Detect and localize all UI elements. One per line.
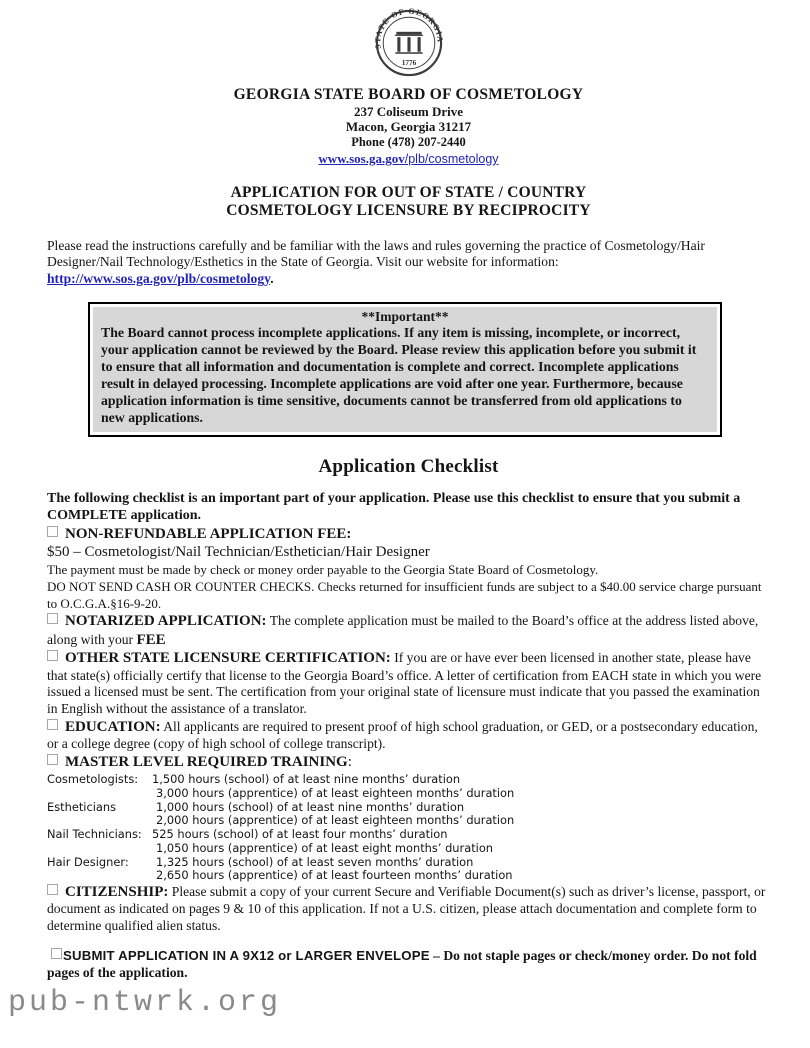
website-link-sans-part: /plb/cosmetology [404, 152, 499, 166]
training-row-nail-technicians [47, 828, 770, 855]
georgia-state-seal-icon [367, 8, 451, 78]
header-seal-container [47, 8, 770, 83]
training-row-label: Nail Technicians: [47, 827, 142, 842]
training-label: MASTER LEVEL REQUIRED TRAINING [65, 753, 348, 770]
training-apprentice-hours: 2,650 hours (apprentice) of at least fourteen months’ duration [156, 868, 513, 883]
education-text: All applicants are required to present proof of high school graduation, or GED, or a postsecondary education, or a college degree (copy of high school of college transcript). [47, 718, 758, 752]
checklist-item-training [47, 753, 770, 771]
training-table [47, 773, 770, 883]
citizenship-label: CITIZENSHIP: [65, 883, 169, 900]
training-row-hair-designer [47, 856, 770, 883]
notarized-fee-emphasis: FEE [136, 631, 166, 648]
svg-text:STATE OF GEORGIA: STATE OF GEORGIA [372, 8, 445, 50]
training-label-colon: : [347, 753, 352, 770]
intro-text: Please read the instructions carefully and be familiar with the laws and rules governing the practice of Cosmetology/Hair Designer/Nail Technology/Esthetics in the State of Georgia. Visit our website for information: [47, 237, 705, 270]
notarized-text: The complete application must be mailed to the Board’s office at the address listed above, along with your [47, 613, 759, 647]
training-row-estheticians [47, 801, 770, 828]
other-state-text: If you are or have ever been licensed in another state, please have that state(s) officially certify that license to the Georgia Board’s office. A letter of certification from EACH state in which you were issued a licensed must be sent. The certification from your original state of licensure must indicate that you passed the examination in English without the assistance of a translator. [47, 650, 762, 717]
fee-amount: $50 – Cosmetologist/Nail Technician/Esthetician/Hair Designer [47, 544, 430, 561]
training-apprentice-hours: 1,050 hours (apprentice) of at least eight months’ duration [156, 840, 494, 855]
checkbox-icon [47, 650, 58, 661]
intro-link[interactable]: http://www.sos.ga.gov/plb/cosmetology [47, 270, 271, 286]
training-apprentice-hours: 3,000 hours (apprentice) of at least eighteen months’ duration [156, 786, 515, 801]
training-apprentice-hours: 2,000 hours (apprentice) of at least eighteen months’ duration [156, 813, 515, 828]
document-title [47, 184, 770, 221]
checklist-item-submit [47, 948, 770, 982]
important-notice-box [88, 302, 722, 438]
phone-number: Phone (478) 207-2440 [351, 135, 466, 149]
website-link-serif-part: www.sos.ga.gov [318, 151, 405, 166]
checkbox-icon [47, 884, 58, 895]
checklist-item-citizenship [47, 883, 770, 935]
checkbox-icon [47, 754, 58, 765]
checklist-item-fee [47, 525, 770, 612]
fee-label: NON-REFUNDABLE APPLICATION FEE: [65, 525, 352, 542]
fee-payment-note: The payment must be made by check or money order payable to the Georgia State Board of Cosmetology. [47, 562, 599, 578]
training-school-hours: 1,000 hours (school) of at least nine months’ duration [156, 799, 465, 814]
important-notice-title: **Important** [361, 308, 449, 324]
notarized-label: NOTARIZED APPLICATION: [65, 613, 267, 630]
intro-link-period: . [270, 270, 274, 286]
education-label: EDUCATION: [65, 718, 161, 735]
training-row-label: Cosmetologists: [47, 772, 139, 787]
intro-paragraph [47, 238, 770, 288]
fee-warning-note: DO NOT SEND CASH OR COUNTER CHECKS. Checks returned for insufficient funds are subject to a $40.00 service charge pursuant to O.C.G.A.§16-9-20. [47, 578, 762, 611]
training-school-hours: 525 hours (school) of at least four months’ duration [152, 827, 448, 842]
important-notice-body: The Board cannot process incomplete applications. If any item is missing, incomplete, or incorrect, your application cannot be reviewed by the Board. Please review this application before you submit it to ensure that all information and documentation is complete and correct. Incomplete applications result in delayed processing. Incomplete applications are void after one year. Furthermore, because application information is time sensitive, documents cannot be transferred from old applications to new applications. [101, 325, 697, 425]
checklist-intro: The following checklist is an important part of your application. Please use this checklist to ensure that you submit a COMPLETE application. [47, 491, 741, 524]
address-line1: 237 Coliseum Drive [353, 103, 464, 119]
checklist-heading: Application Checklist [318, 456, 499, 478]
checklist-item-education [47, 718, 770, 753]
website-link[interactable] [318, 151, 498, 166]
training-school-hours: 1,325 hours (school) of at least seven months’ duration [156, 854, 474, 869]
watermark: pub-ntwrk.org [8, 986, 282, 1020]
checkbox-icon [47, 613, 58, 624]
checklist-item-other-state [47, 649, 770, 718]
svg-text:1776: 1776 [401, 58, 416, 67]
checkbox-icon [51, 948, 62, 959]
document-title-line2: COSMETOLOGY LICENSURE BY RECIPROCITY [226, 202, 591, 220]
checkbox-icon [47, 719, 58, 730]
website-link-row [47, 151, 770, 168]
other-state-label: OTHER STATE LICENSURE CERTIFICATION: [65, 650, 391, 667]
checklist-item-notarized [47, 612, 770, 649]
document-title-line1: APPLICATION FOR OUT OF STATE / COUNTRY [230, 183, 587, 201]
training-row-label: Hair Designer: [47, 854, 129, 869]
submit-text: – Do not staple pages or check/money order. Do not fold pages of the application. [47, 947, 757, 980]
training-school-hours: 1,500 hours (school) of at least nine months’ duration [152, 772, 461, 787]
important-notice-inner [93, 307, 717, 433]
training-row-cosmetologists [47, 773, 770, 800]
training-row-label: Estheticians [47, 799, 117, 814]
org-name: GEORGIA STATE BOARD OF COSMETOLOGY [233, 86, 584, 103]
citizenship-text: Please submit a copy of your current Secure and Verifiable Document(s) such as driver’s license, passport, or document as indicated on pages 9 & 10 of this application. If not a U.S. citizen, please attach documentation and complete form to determine qualified alien status. [47, 883, 766, 934]
address-line2: Macon, Georgia 31217 [345, 119, 472, 135]
submit-label: SUBMIT APPLICATION IN A 9X12 or LARGER ENVELOPE [63, 947, 430, 963]
checkbox-icon [47, 526, 58, 537]
